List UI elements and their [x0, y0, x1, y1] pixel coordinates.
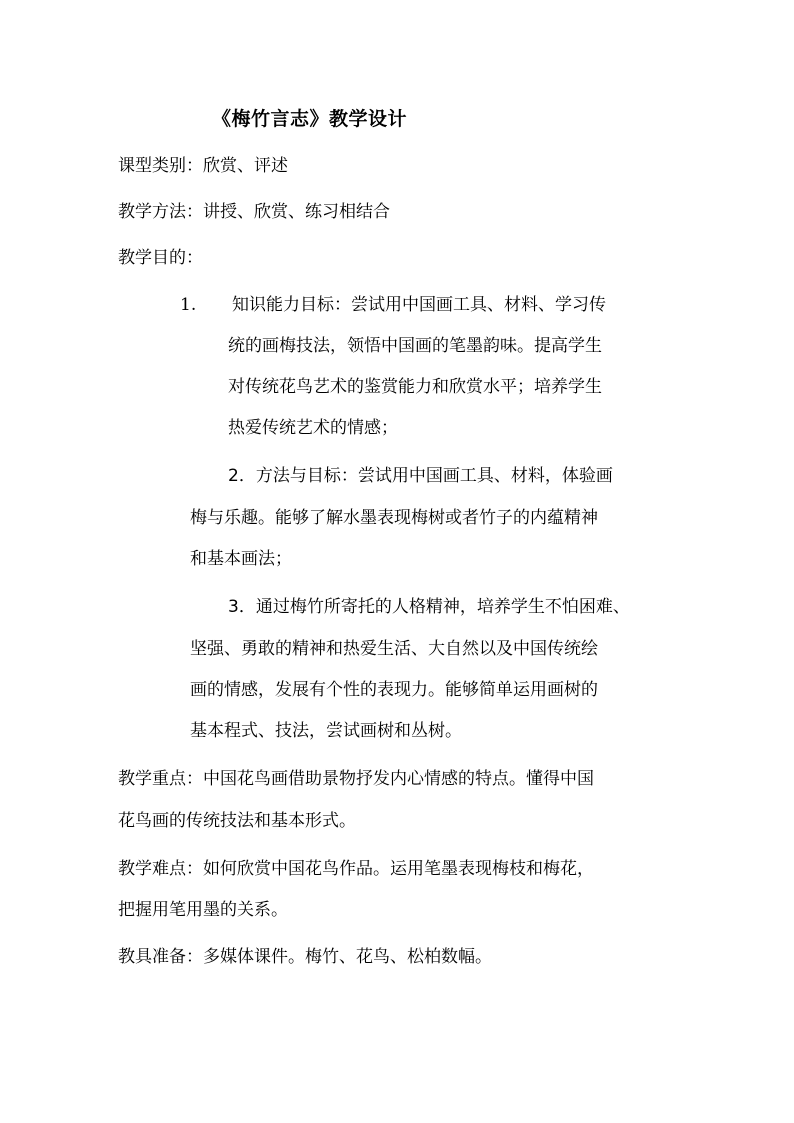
difficulties-line: 把握用笔用墨的关系。: [118, 900, 288, 920]
objective1-line: 统的画梅技法，领悟中国画的笔墨韵味。提高学生: [228, 336, 602, 356]
objective3-line: 画的情感，发展有个性的表现力。能够简单运用画树的: [190, 680, 598, 700]
key-points-line: 教学重点：中国花鸟画借助景物抒发内心情感的特点。懂得中国: [118, 769, 594, 789]
objective3-line: 3．通过梅竹所寄托的人格精神，培养学生不怕困难、: [228, 597, 630, 617]
difficulties-line: 教学难点：如何欣赏中国花鸟作品。运用笔墨表现梅枝和梅花，: [118, 859, 594, 879]
objective3-line: 基本程式、技法，尝试画树和丛树。: [190, 721, 462, 741]
key-points-line: 花鸟画的传统技法和基本形式。: [118, 811, 356, 831]
objective2-line: 和基本画法；: [190, 549, 292, 569]
lesson-type: 课型类别：欣赏、评述: [118, 156, 288, 176]
objective1-line: 知识能力目标：尝试用中国画工具、材料、学习传: [232, 295, 606, 315]
document-title: 《梅竹言志》教学设计: [212, 108, 408, 130]
objective1-number: 1.: [180, 295, 197, 315]
objectives-heading: 教学目的：: [118, 248, 203, 268]
materials: 教具准备：多媒体课件。梅竹、花鸟、松柏数幅。: [118, 947, 492, 967]
objective1-line: 对传统花鸟艺术的鉴赏能力和欣赏水平；培养学生: [228, 377, 602, 397]
teaching-method: 教学方法：讲授、欣赏、练习相结合: [118, 202, 390, 222]
objective2-line: 2．方法与目标：尝试用中国画工具、材料，体验画: [228, 466, 613, 486]
objective2-line: 梅与乐趣。能够了解水墨表现梅树或者竹子的内蕴精神: [190, 508, 598, 528]
objective3-line: 坚强、勇敢的精神和热爱生活、大自然以及中国传统绘: [190, 639, 598, 659]
objective1-line: 热爱传统艺术的情感；: [228, 418, 398, 438]
